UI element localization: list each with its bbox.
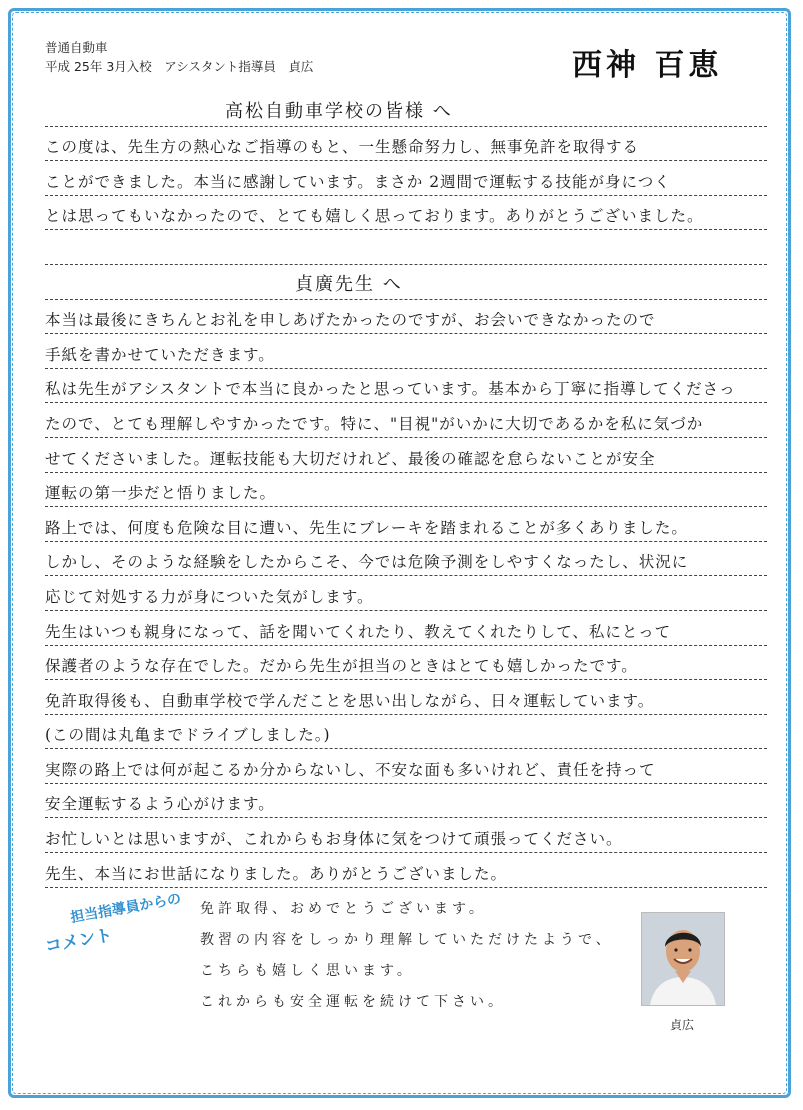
letter-line bbox=[45, 473, 767, 508]
letter-line-text: 応じて対処する力が身についた気がします。 bbox=[45, 587, 374, 606]
letter-line-text: ことができました。本当に感謝しています。まさか 2週間で運転する技能が身につく bbox=[45, 172, 671, 191]
letter-line-text: お忙しいとは思いますが、これからもお身体に気をつけて頑張ってください。 bbox=[45, 830, 623, 849]
letter-line bbox=[45, 334, 767, 369]
letter-line-text: とは思ってもいなかったので、とても嬉しく思っております。ありがとうございました。 bbox=[45, 207, 704, 226]
instructor-name: 貞広 bbox=[670, 1018, 695, 1032]
letter-line bbox=[45, 161, 767, 196]
comment-line: これからも安全運転を続けて下さい。 bbox=[200, 994, 506, 1010]
letter-line bbox=[45, 369, 767, 404]
letter-line-text: 手紙を書かせていただきます。 bbox=[45, 345, 275, 364]
student-signature: 西神 百恵 bbox=[572, 48, 723, 83]
letter-line bbox=[45, 230, 767, 265]
letter-line bbox=[45, 646, 767, 681]
student-header bbox=[45, 38, 313, 76]
letter-line bbox=[45, 438, 767, 473]
letter-line-text: 実際の路上では何が起こるか分からないし、不安な面も多いけれど、責任を持って bbox=[45, 760, 656, 779]
letter-line-text: 貞廣先生 へ bbox=[295, 273, 403, 295]
letter-line bbox=[45, 196, 767, 231]
letter-line bbox=[45, 542, 767, 577]
letter-line-text: 保護者のような存在でした。だから先生が担当のときはとても嬉しかったです。 bbox=[45, 657, 638, 676]
letter-line-text: せてくださいました。運転技能も大切だけれど、最後の確認を怠らないことが安全 bbox=[45, 449, 656, 468]
letter-line bbox=[45, 818, 767, 853]
course-name: 普通自動車 bbox=[45, 40, 108, 55]
letter-line bbox=[45, 300, 767, 335]
letter-line-text: 運転の第一歩だと悟りました。 bbox=[45, 484, 277, 503]
comment-line: 教習の内容をしっかり理解していただけたようで、 bbox=[200, 932, 614, 948]
letter-line-text: たので、とても理解しやすかったです。特に、"目視"がいかに大切であるかを私に気づか bbox=[45, 414, 704, 433]
letter-line bbox=[45, 127, 767, 162]
letter-line bbox=[45, 853, 767, 888]
letter-line bbox=[45, 784, 767, 819]
letter-line-text: 免許取得後も、自動車学校で学んだことを思い出しながら、日々運転しています。 bbox=[45, 691, 655, 710]
enrollment-info: 平成 25年 3月入校 アシスタント指導員 貞広 bbox=[45, 59, 314, 74]
letter-heading bbox=[45, 265, 767, 300]
letter-line bbox=[45, 680, 767, 715]
letter-line-text: 本当は最後にきちんとお礼を申しあげたかったのですが、お会いできなかったので bbox=[45, 311, 656, 330]
letter-line bbox=[45, 507, 767, 542]
instructor-photo bbox=[641, 912, 725, 1006]
letter-body bbox=[45, 92, 767, 888]
letter-line bbox=[45, 749, 767, 784]
letter-line bbox=[45, 576, 767, 611]
letter-line bbox=[45, 403, 767, 438]
instructor-comment bbox=[200, 898, 630, 1022]
letter-line-text: 高松自動車学校の皆様 へ bbox=[225, 100, 453, 122]
comment-line: こちらも嬉しく思います。 bbox=[200, 963, 415, 979]
letter-heading bbox=[45, 92, 767, 127]
letter-line-text: (この間は丸亀までドライブしました。) bbox=[45, 726, 331, 745]
comment-label-line1: 担当指導員からの bbox=[69, 889, 183, 926]
letter-line-text: 先生、本当にお世話になりました。ありがとうございました。 bbox=[45, 864, 508, 883]
letter-line-text: 私は先生がアシスタントで本当に良かったと思っています。基本から丁寧に指導してくださっ bbox=[45, 380, 736, 399]
letter-line bbox=[45, 611, 767, 646]
comment-label-line2: コメント bbox=[43, 925, 114, 957]
letter-line-text: 安全運転するよう心がけます。 bbox=[45, 795, 275, 814]
letter-line-text: この度は、先生方の熱心なご指導のもと、一生懸命努力し、無事免許を取得する bbox=[45, 138, 640, 157]
letter-line-text: 路上では、何度も危険な目に遭い、先生にブレーキを踏まれることが多くありました。 bbox=[45, 518, 688, 537]
comment-line: 免許取得、おめでとうございます。 bbox=[200, 901, 487, 917]
letter-line bbox=[45, 715, 767, 750]
letter-line-text: しかし、そのような経験をしたからこそ、今では危険予測をしやすくなったし、状況に bbox=[45, 553, 689, 572]
letter-line-text: 先生はいつも親身になって、話を聞いてくれたり、教えてくれたりして、私にとって bbox=[45, 622, 672, 641]
